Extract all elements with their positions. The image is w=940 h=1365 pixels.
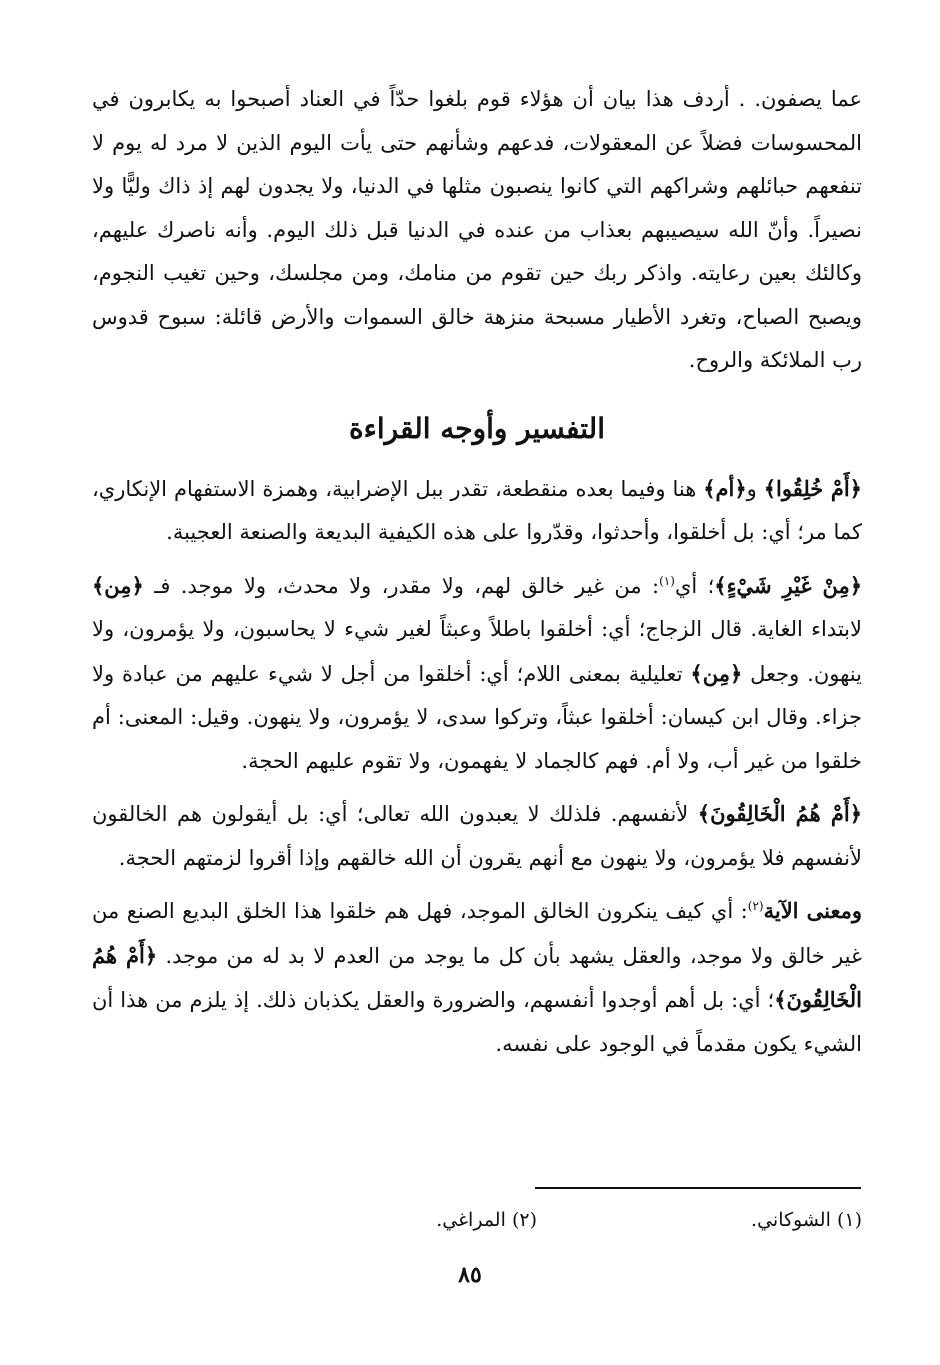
tafsir-paragraph-1: [92, 467, 862, 555]
quran-verse-ref: ﴿مِنْ غَيْرِ شَيْءٍ﴾: [714, 572, 862, 598]
paragraph-text: : أي كيف ينكرون الخالق الموجد، فهل هم خلقوا هذا الخلق البديع الصنع من غير خالق ولا موجد، والعقل يشهد بأن كل ما يوجد من العدم لا بد له من موجد.: [92, 899, 862, 968]
quran-verse-ref: ﴿أَمْ هُمُ الْخَالِقُونَ﴾: [92, 942, 862, 1012]
paragraph-text: ؛ أي: بل أهم أوجدوا أنفسهم، والضرورة والعقل يكذبان ذلك. إذ يلزم من هذا أن الشيء يكون مقدماً في الوجود على نفسه.: [92, 988, 862, 1056]
quran-verse-ref: ﴿أَمْ هُمُ الْخَالِقُونَ﴾: [697, 801, 862, 826]
quran-verse-ref: ﴿أَمْ خُلِقُوا﴾: [763, 475, 862, 501]
paragraph-text: و: [746, 476, 764, 501]
paragraph-text: ؛ أي: [674, 573, 715, 598]
paragraph-text: لأنفسهم. فلذلك لا يعبدون الله تعالى؛ أي: بل أيقولون هم الخالقون لأنفسهم فلا يؤمرون، ولا ينهون مع أنهم يقرون أن الله خالقهم وإذا أقروا لزمتهم الحجة.: [92, 802, 862, 870]
page-body: [92, 78, 862, 1066]
paragraph-text: لابتداء الغاية. قال الزجاج؛ أي: أخلقوا باطلاً وعبثاً لغير شيء لا يحاسبون، ولا يؤمرون، ولا ينهون. وجعل: [92, 617, 862, 686]
footnote-2: [436, 1205, 537, 1235]
footnote-1: [751, 1205, 862, 1235]
footnote-marker: (١): [836, 1209, 862, 1231]
paragraph-text: تعليلية بمعنى اللام؛ أي: أخلقوا من أجل لا شيء عليهم من عبادة ولا جزاء. وقال ابن كيسان: أخلقوا عبثاً، وتركوا سدى، لا يؤمرون، ولا ينهون. وقيل: المعنى: أم خلقوا من غير أب، ولا أم. فهم كالجماد لا يفهمون، ولا تقوم عليهم الحجة.: [92, 661, 862, 773]
footnote-divider: [535, 1187, 861, 1189]
tafsir-paragraph-4: [92, 889, 862, 1066]
tafsir-paragraph-3: [92, 792, 862, 880]
footnote-text: الشوكاني.: [751, 1209, 831, 1231]
quran-verse-ref: ﴿أم﴾: [703, 475, 747, 501]
footnote-reference: (١): [659, 573, 675, 588]
page-number: ٨٥: [458, 1262, 482, 1288]
paragraph-text: : من غير خالق لهم، ولا مقدر، ولا محدث، ولا موجد. فـ: [143, 573, 660, 598]
section-heading: التفسير وأوجه القراءة: [349, 411, 605, 445]
intro-paragraph: عما يصفون. . أردف هذا بيان أن هؤلاء قوم بلغوا حدّاً في العناد أصبحوا به يكابرون في المحسوسات فضلاً عن المعقولات، فدعهم وشأنهم حتى يأت اليوم الذين لا مرد له يوم لا تنفعهم حبائلهم وشراكهم التي كانوا ينصبون مثلها في الدنيا، ولا يجدون لهم إذ ذاك وليًّا ولا نصيراً. وأنّ الله سيصيبهم بعذاب من عنده في الدنيا قبل ذلك اليوم. وأنه ناصرك عليهم، وكالئك بعين رعايته. واذكر ربك حين تقوم من منامك، ومن مجلسك، وحين تغيب النجوم، ويصبح الصباح، وتغرد الأطيار مسبحة منزهة خالق السموات والأرض قائلة: سبوح قدوس رب الملائكة والروح.: [92, 87, 862, 372]
quran-verse-ref: ﴿مِن﴾: [690, 660, 743, 686]
paragraph-text: هنا وفيما بعده منقطعة، تقدر ببل الإضرابية، وهمزة الاستفهام الإنكاري، كما مر؛ أي: بل أخلقوا، وأحدثوا، وقدّروا على هذه الكيفية البديعة والصنعة العجيبة.: [92, 476, 862, 544]
tafsir-paragraph-2: [92, 564, 862, 784]
footnote-reference: (٢): [747, 899, 764, 913]
footnote-text: المراغي.: [436, 1209, 506, 1231]
quran-verse-ref: ﴿مِن﴾: [92, 572, 144, 598]
bold-term: ومعنى الآية: [763, 898, 862, 923]
footnote-marker: (٢): [511, 1209, 537, 1231]
